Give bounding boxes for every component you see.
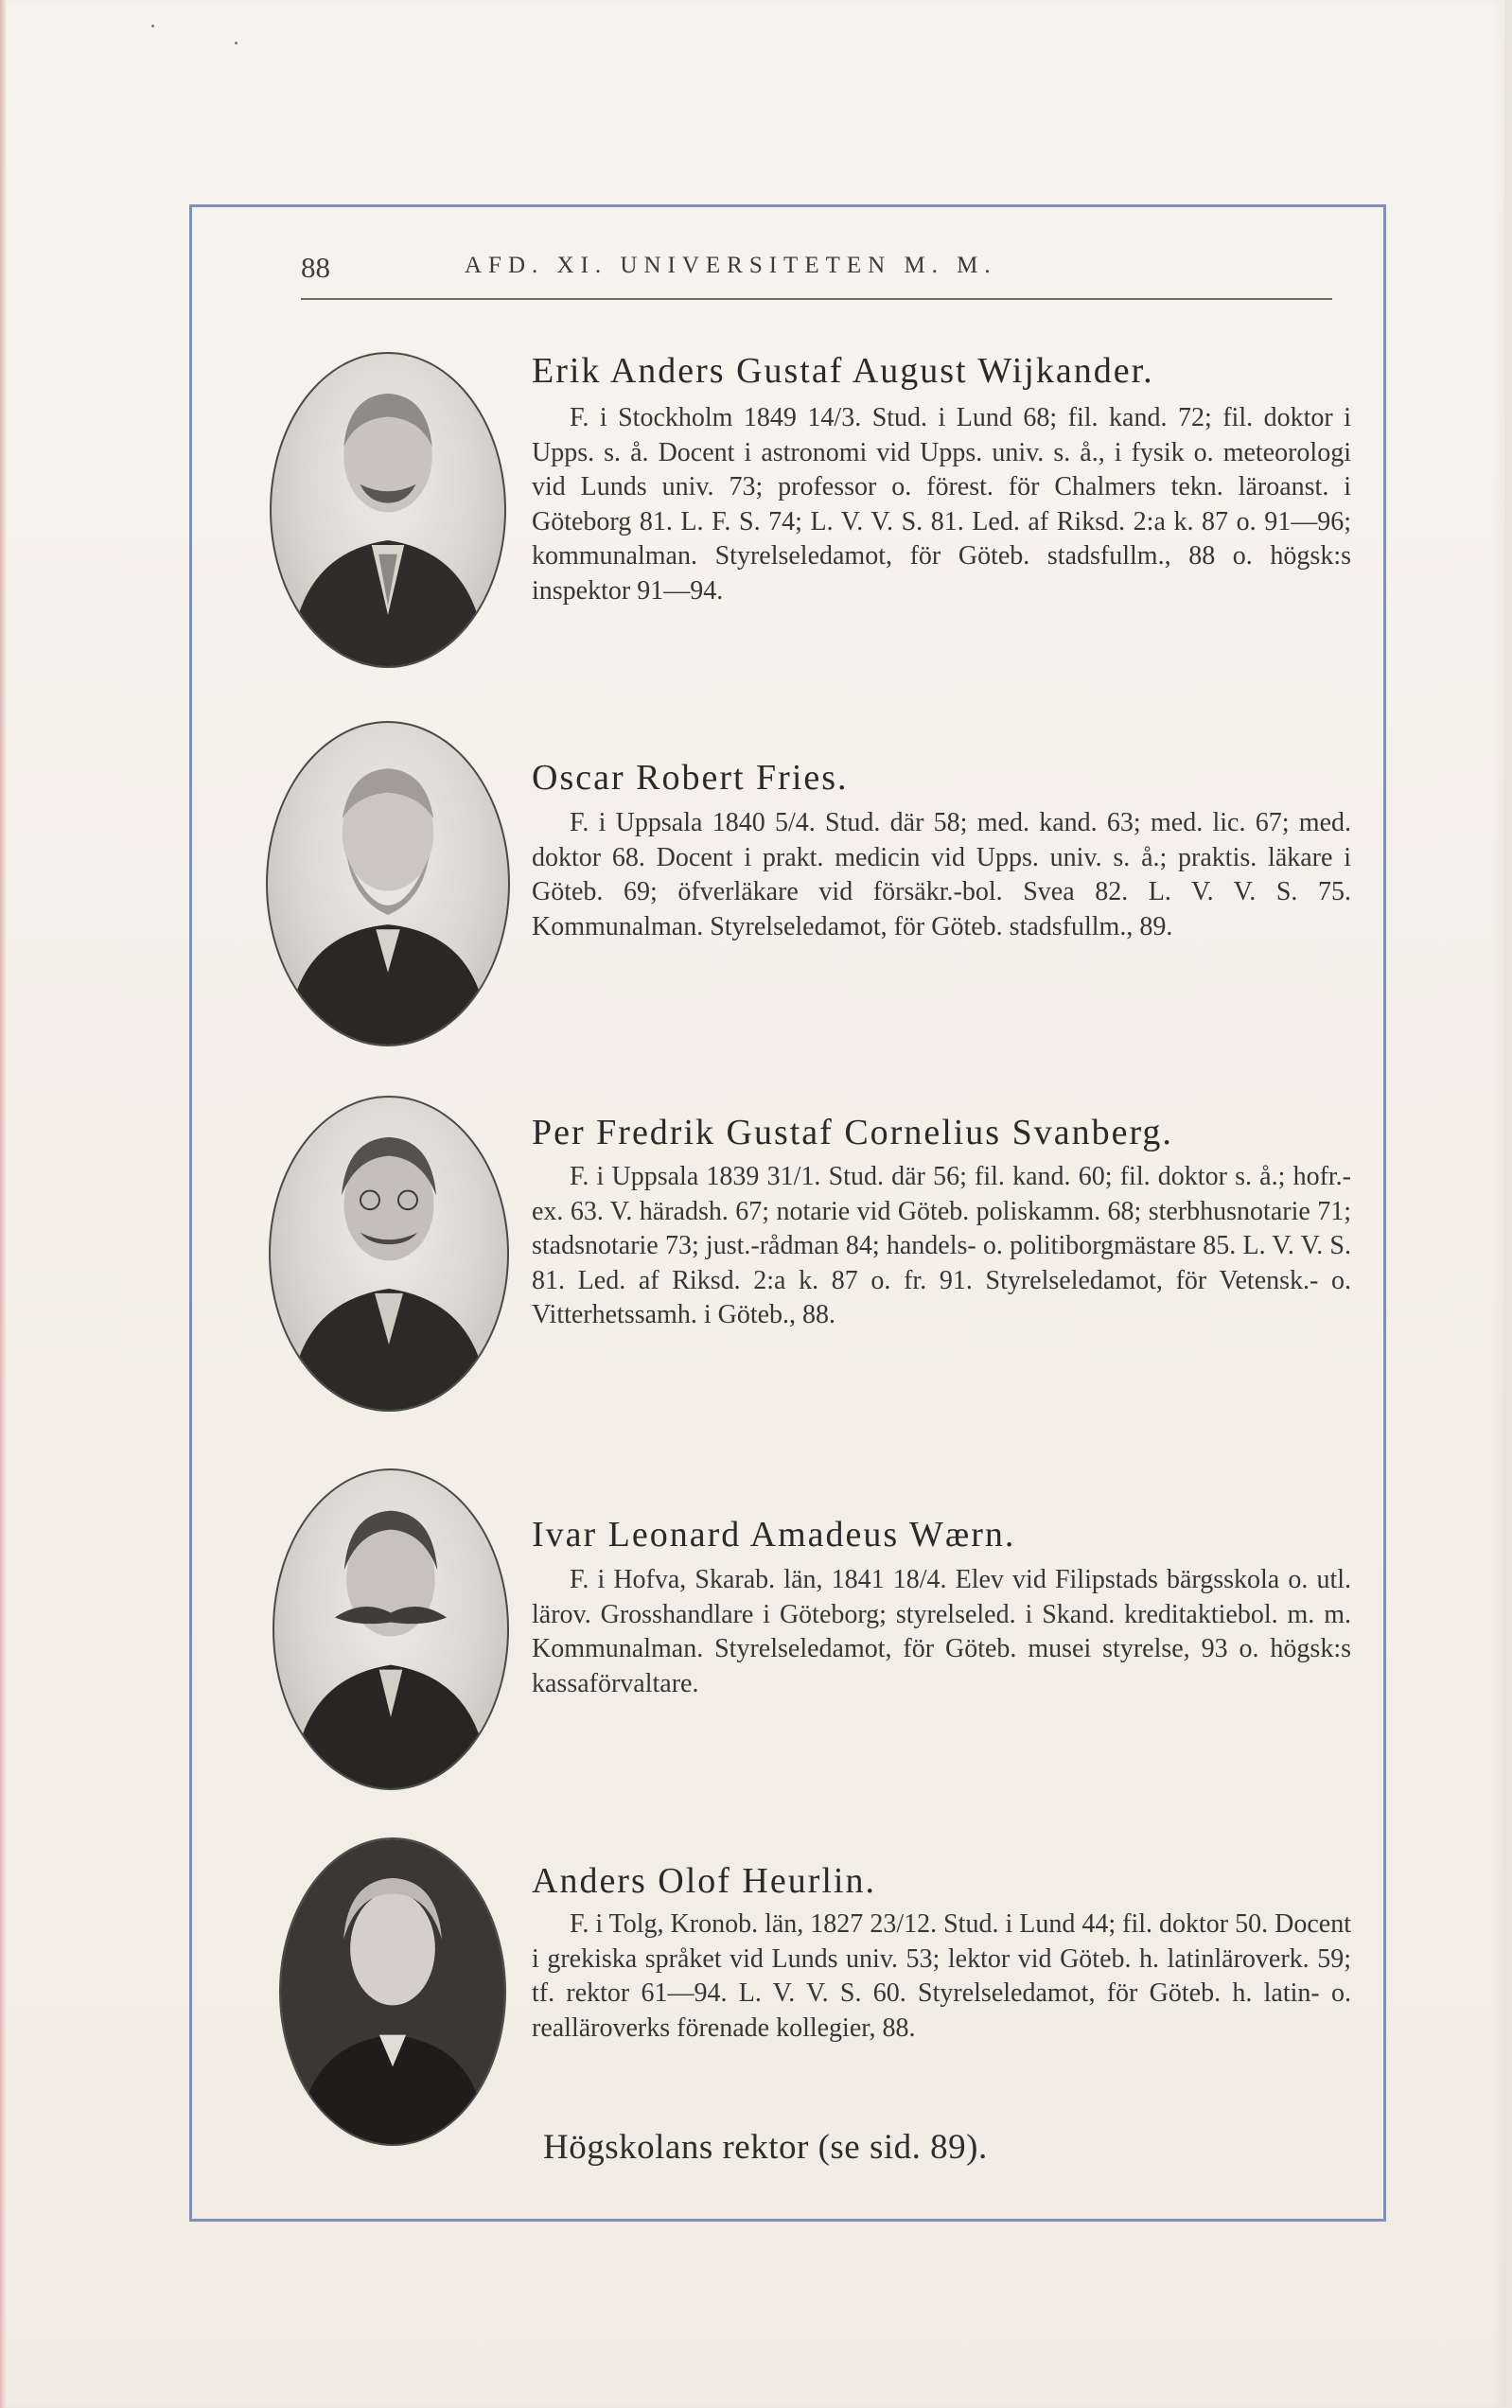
footer-note: Högskolans rektor (se sid. 89). — [543, 2128, 988, 2167]
person-biography: F. i Hofva, Skarab. län, 1841 18/4. Elev vid Filipstads bärgsskola o. utl. lärov. Grosshandlare i Göteborg; styrelseled. i Skand. kreditaktiebol. m. m. Kommunalman. Styrelseledamot, för Göteb. musei styrelse, 93 o. högsk:s kassaförvaltare. — [532, 1565, 1351, 1698]
portrait-figure-icon — [271, 1098, 507, 1410]
portrait-figure-icon — [274, 1470, 507, 1788]
portrait-photo — [266, 721, 510, 1046]
person-name: Ivar Leonard Amadeus Wærn. — [532, 1515, 1016, 1555]
person-biography: F. i Stockholm 1849 14/3. Stud. i Lund 68; fil. kand. 72; fil. doktor i Upps. s. å. Docent i astronomi vid Upps. univ. s. å., i fysik o. meteorologi vid Lunds univ. 73; professor o. förest. för Chalmers tekn. läroanst. i Göteborg 81. L. F. S. 74; L. V. V. S. 81. Led. af Riksd. 2:a k. 87 o. 91—96; kommunalman. Styrelseledamot, för Göteb. stadsfullm., 88 o. högsk:s inspektor 91—94. — [532, 403, 1351, 606]
portrait-photo — [269, 1096, 509, 1412]
paper-speck — [151, 25, 154, 27]
person-name: Anders Olof Heurlin. — [532, 1861, 876, 1901]
page-number: 88 — [301, 251, 330, 284]
person-name: Per Fredrik Gustaf Cornelius Svanberg. — [532, 1113, 1173, 1152]
running-head: AFD. XI. UNIVERSITETEN M. M. — [465, 253, 997, 278]
person-biography: F. i Uppsala 1839 31/1. Stud. där 56; fil. kand. 60; fil. doktor s. å.; hofr.-ex. 63. V. häradsh. 67; notarie vid Göteb. poliskamm. 68; sterbhusnotarie 71; stadsnotarie 73; just.-rådman 84; handels- o. politiborgmästare 85. L. V. V. S. 81. Led. af Riksd. 2:a k. 87 o. fr. 91. Styrelseledamot, för Vetensk.- o. Vitterhetssamh. i Göteb., 88. — [532, 1162, 1351, 1329]
portrait-photo — [270, 352, 506, 668]
portrait-figure-icon — [272, 354, 504, 666]
person-biography: F. i Uppsala 1840 5/4. Stud. där 58; med. kand. 63; med. lic. 67; med. doktor 68. Docent i prakt. medicin vid Upps. univ. s. å.; praktis. läkare i Göteb. 69; öfverläkare vid försäkr.-bol. Svea 82. L. V. V. S. 75. Kommunalman. Styrelseledamot, för Göteb. stadsfullm., 89. — [532, 808, 1351, 941]
paper-speck — [235, 42, 237, 44]
portrait-photo — [273, 1468, 509, 1790]
portrait-figure-icon — [268, 723, 508, 1045]
person-name: Oscar Robert Fries. — [532, 758, 849, 798]
portrait-photo — [279, 1837, 506, 2146]
person-name: Erik Anders Gustaf August Wijkander. — [532, 351, 1154, 391]
page-edge — [0, 0, 7, 2408]
person-biography: F. i Tolg, Kronob. län, 1827 23/12. Stud. i Lund 44; fil. doktor 50. Docent i grekiska språket vid Lunds univ. 53; lektor vid Göteb. h. latinläroverk. 59; tf. rektor 61—94. L. V. V. S. 60. Styrelseledamot, för Göteb. h. latin- o. realläroverks förenade kollegier, 88. — [532, 1909, 1351, 2043]
page-header — [301, 251, 1332, 300]
portrait-figure-icon — [281, 1839, 504, 2144]
